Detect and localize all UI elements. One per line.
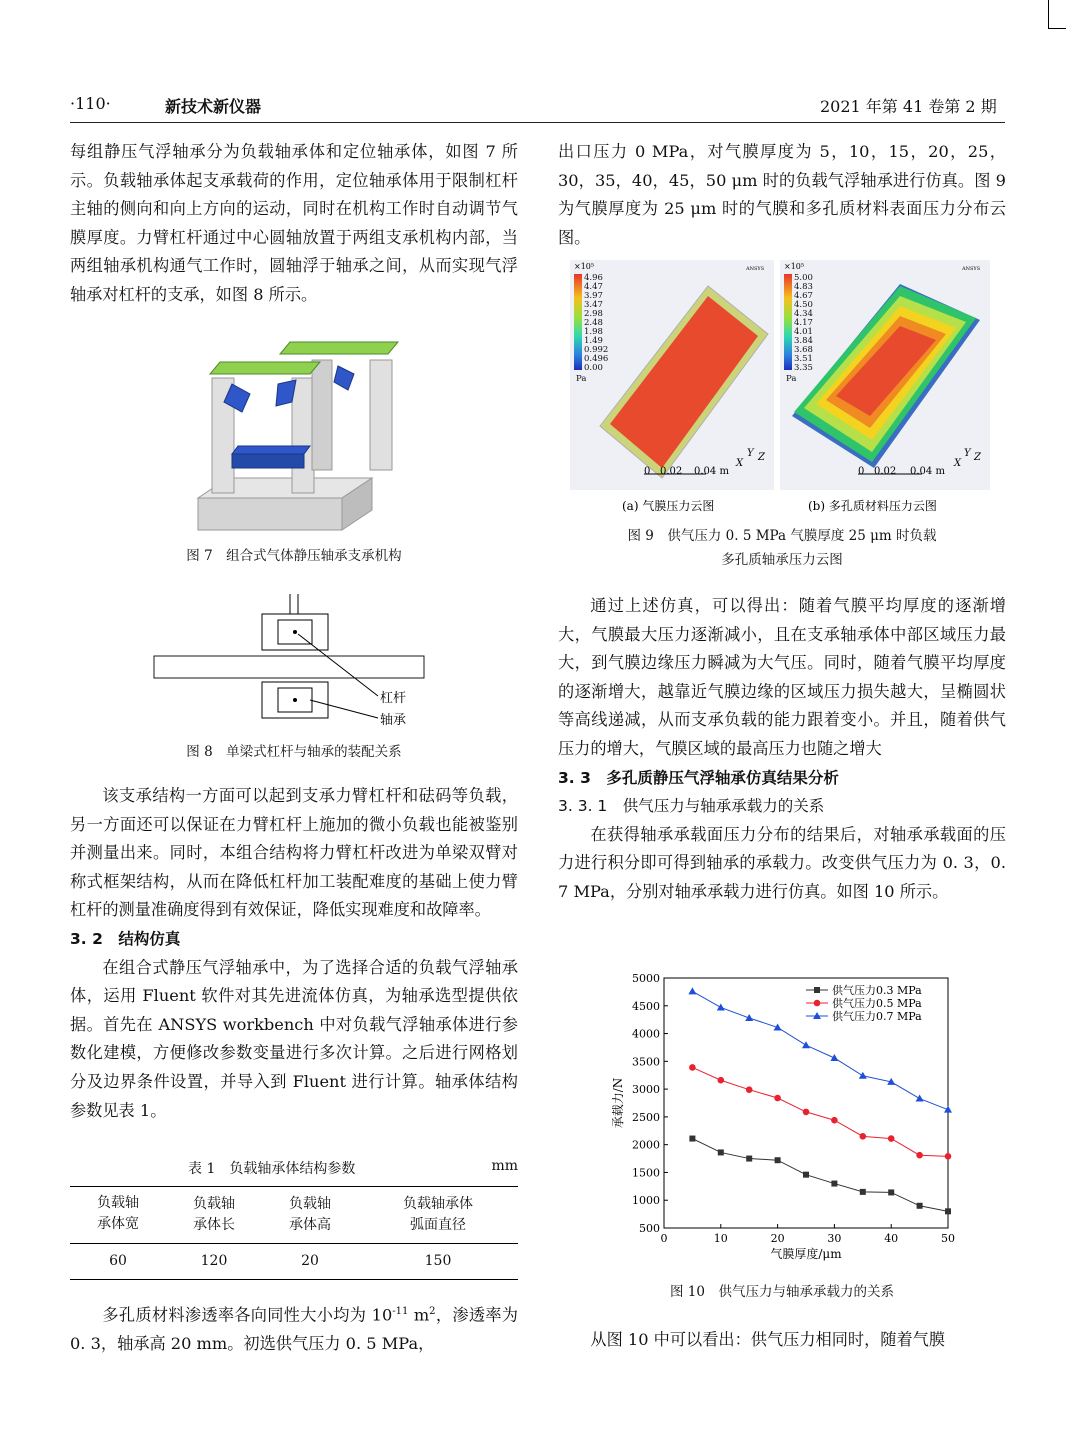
pivot-point: [293, 698, 297, 702]
y-tick-label: 500: [639, 1222, 660, 1235]
journal-name: 新技术新仪器: [165, 97, 262, 116]
issue-info: 2021 年第 41 卷第 2 期: [820, 97, 997, 116]
section-heading-3-3: 3. 3 多孔质静压气浮轴承仿真结果分析: [558, 768, 839, 787]
cb-b-tick: 3.51: [794, 354, 813, 364]
leader-line-lever: [298, 634, 378, 696]
y-tick-label: 1000: [632, 1194, 660, 1208]
top-beam-front: [210, 362, 320, 374]
axis-y-a: Y: [747, 448, 754, 459]
figure-8-caption: 图 8 单梁式杠杆与轴承的装配关系: [186, 744, 402, 760]
x-tick-label: 20: [770, 1232, 785, 1245]
figure-9-pressure-contours: [570, 256, 990, 518]
y-tick-label: 3500: [632, 1055, 660, 1069]
table-header-cell: 负载轴承体 弧面直径: [403, 1196, 473, 1233]
paragraph: 该支承结构一方面可以起到支承力臂杠杆和砝码等负载，另一方面还可以保证在力臂杠杆上施加的微小负载也能被鉴别并测量出来。同时，本组合结构将力臂杠杆改进为单梁双臂对称式框架结构，从而在降低杠杆加工装配难度的基础上使力臂杠杆的测量准确度得到有效保证，降低实现难度和故障率。: [70, 786, 518, 920]
data-point-s3: [688, 987, 696, 994]
cb-b-tick: 4.50: [794, 300, 813, 310]
data-point-s1: [803, 1172, 809, 1178]
legend-label: 供气压力0.5 MPa: [832, 997, 922, 1010]
section-heading-3-3-1: 3. 3. 1 供气压力与轴承承载力的关系: [558, 797, 825, 816]
left-col-bottom: [70, 782, 518, 1125]
cb-b-tick: 3.68: [794, 345, 813, 355]
panel-a-exponent: ×10⁵: [574, 262, 595, 271]
bearing-pad: [334, 366, 354, 390]
series-line-2: [692, 1067, 948, 1156]
figure-10-caption: 图 10 供气压力与轴承承载力的关系: [670, 1284, 894, 1300]
table-1-title-row: [70, 1158, 518, 1178]
cb-a-tick: 1.49: [584, 336, 603, 346]
data-point-s2: [746, 1086, 753, 1093]
left-col-end: [70, 1298, 518, 1359]
ansys-logo-b: ANSYS: [962, 266, 981, 272]
column-mid-front: [292, 378, 314, 493]
scale-b-mid: 0.02: [874, 466, 897, 477]
data-point-s3: [717, 1003, 725, 1010]
top-beam-back: [280, 342, 398, 354]
y-tick-label: 1500: [632, 1166, 660, 1180]
data-point-s1: [917, 1203, 923, 1209]
fig9-sub-a: (a) 气膜压力云图: [622, 499, 715, 513]
table-header-cell: 负载轴 承体高: [289, 1196, 331, 1233]
ansys-logo-a: ANSYS: [746, 266, 765, 272]
table-1: [70, 1186, 518, 1280]
scale-a-mid: 0.02: [660, 466, 683, 477]
cb-a-tick: 0.00: [584, 363, 603, 373]
cb-b-tick: 3.84: [794, 336, 813, 346]
right-col-top: [558, 138, 1006, 252]
figure-7-support-mechanism: [192, 338, 420, 534]
cb-a-tick: 2.98: [584, 309, 603, 319]
y-tick-label: 5000: [632, 972, 660, 985]
x-tick-label: 10: [713, 1232, 728, 1245]
scale-b-end: 0.04 m: [910, 466, 945, 477]
panel-b-exponent: ×10⁵: [784, 262, 805, 271]
data-point-s3: [859, 1072, 867, 1079]
column-mid-back: [312, 360, 332, 470]
data-point-s2: [803, 1109, 810, 1116]
data-point-s2: [774, 1095, 781, 1102]
left-col-top: [70, 138, 518, 310]
column-right-back: [370, 360, 392, 470]
paragraph: 每组静压气浮轴承分为负载轴承体和定位轴承体，如图 7 所示。负载轴承体起支承载荷的作用，定位轴承体用于限制杠杆主轴的侧向和向上方向的运动，同时在机构工作时自动调节气膜厚度。力臂杠杆通过中心圆轴放置于两组支承机构内部，当两组轴承机构通气工作时，圆轴浮于轴承之间，从而实现气浮轴承对杠杆的支承，如图 8 所示。: [70, 142, 518, 304]
cb-b-tick: 4.67: [794, 291, 813, 301]
header-rule: [70, 122, 1005, 123]
axis-z-b: Z: [974, 452, 981, 463]
data-point-s3: [802, 1041, 810, 1048]
base-front: [198, 498, 342, 530]
data-point-s1: [888, 1189, 894, 1195]
data-point-s2: [888, 1135, 895, 1142]
data-point-s3: [745, 1014, 753, 1021]
y-tick-label: 4000: [632, 1027, 660, 1041]
section-heading-3-2: 3. 2 结构仿真: [70, 929, 181, 948]
cb-a-tick: 3.97: [584, 291, 603, 301]
page-corner-mark: [1048, 0, 1066, 29]
data-point-s1: [689, 1136, 695, 1142]
cb-b-tick: 4.17: [794, 318, 813, 328]
fig9-sub-b: (b) 多孔质材料压力云图: [808, 499, 937, 513]
data-point-s1: [746, 1156, 752, 1162]
right-col-end: [558, 1326, 1006, 1355]
lever-beam: [154, 656, 424, 678]
axis-z-a: Z: [758, 452, 765, 463]
caption-line: 图 9 供气压力 0. 5 MPa 气膜厚度 25 μm 时负载: [627, 528, 937, 544]
y-tick-label: 2500: [632, 1110, 660, 1124]
table-cell: 20: [301, 1253, 319, 1269]
table-unit: mm: [491, 1158, 518, 1174]
paragraph: 在组合式静压气浮轴承中，为了选择合适的负载气浮轴承体，运用 Fluent 软件对其先进流体仿真，为轴承选型提供依据。首先在 ANSYS workbench 中对负载气浮轴承体进行参数化建模，方便修改参数变量进行多次计算。之后进行网格划分及边界条件设置，并导入到 Fluent 进行计算。轴承体结构参数见表 1。: [70, 957, 518, 1120]
paragraph: 出口压力 0 MPa，对气膜厚度为 5，10，15，20，25，30，35，40，45，50 μm 时的负载气浮轴承进行仿真。图 9 为气膜厚度为 25 μm 时的气膜和多孔质材料表面压力分布云图。: [558, 142, 1006, 247]
legend-marker: [814, 987, 820, 993]
cb-b-tick: 4.34: [794, 309, 813, 319]
y-tick-label: 3000: [632, 1083, 660, 1097]
cb-b-tick: 4.83: [794, 282, 813, 292]
data-point-s1: [718, 1149, 724, 1155]
data-point-s1: [831, 1181, 837, 1187]
y-tick-label: 4500: [632, 999, 660, 1013]
data-point-s1: [945, 1208, 951, 1214]
panel-a-colorbar: [574, 274, 582, 370]
label-bearing: 轴承: [380, 713, 407, 728]
label-lever: 杠杆: [380, 691, 407, 706]
scale-a-end: 0.04 m: [694, 466, 729, 477]
data-point-s2: [718, 1077, 725, 1084]
table-cell: 120: [200, 1253, 228, 1269]
page-number: ·110·: [70, 94, 111, 113]
paragraph: 在获得轴承承载面压力分布的结果后，对轴承承载面的压力进行积分即可得到轴承的承载力。改变供气压力为 0. 3，0. 7 MPa，分别对轴承承载力进行仿真。如图 10 所示。: [558, 824, 1006, 901]
y-tick-label: 2000: [632, 1138, 660, 1152]
cb-a-tick: 0.496: [584, 354, 609, 364]
data-point-s2: [831, 1117, 838, 1124]
y-axis-label: 承载力/N: [611, 1077, 625, 1129]
legend-label: 供气压力0.7 MPa: [832, 1010, 922, 1023]
bearing-base: [232, 446, 310, 454]
x-tick-label: 40: [884, 1232, 899, 1245]
table-cell: 60: [109, 1253, 127, 1269]
paragraph: 从图 10 中可以看出：供气压力相同时，随着气膜: [590, 1330, 946, 1349]
pivot-point: [293, 630, 297, 634]
table-header-cell: 负载轴 承体长: [193, 1196, 235, 1233]
cb-a-tick: 4.96: [584, 273, 603, 283]
data-point-s2: [916, 1152, 923, 1159]
x-axis-label: 气膜厚度/μm: [770, 1247, 842, 1261]
data-point-s3: [916, 1095, 924, 1102]
cb-b-tick: 3.35: [794, 363, 813, 373]
cb-b-tick: 5.00: [794, 273, 813, 283]
table-row: [70, 1244, 518, 1280]
legend-label: 供气压力0.3 MPa: [832, 984, 922, 997]
figure-8-assembly: [150, 590, 450, 730]
table-header-row: [70, 1187, 518, 1244]
cb-a-tick: 3.47: [584, 300, 603, 310]
cb-a-tick: 2.48: [584, 318, 603, 328]
x-tick-label: 30: [827, 1232, 842, 1245]
x-tick-label: 0: [660, 1232, 668, 1245]
x-tick-label: 50: [941, 1232, 955, 1245]
panel-b-colorbar: [784, 274, 792, 370]
data-point-s2: [689, 1064, 696, 1071]
paragraph: 通过上述仿真，可以得出：随着气膜平均厚度的逐渐增大，气膜最大压力逐渐减小，且在支承轴承体中部区域压力最大，到气膜边缘压力瞬减为大气压。同时，随着气膜平均厚度的逐渐增大，越靠近气膜边缘的区域压力损失越大，呈椭圆状等高线递减，从而支承负载的能力跟着变小。并且，随着供气压力的增大，气膜区域的最高压力也随之增大: [558, 596, 1006, 758]
scale-a-0: 0: [644, 466, 651, 477]
scale-b-0: 0: [858, 466, 865, 477]
axis-y-b: Y: [964, 448, 971, 459]
right-col-mid: [558, 592, 1006, 907]
data-point-s3: [830, 1054, 838, 1061]
table-header-cell: 负载轴 承体宽: [97, 1195, 139, 1232]
leader-line-bearing: [310, 700, 378, 718]
cb-a-tick: 1.98: [584, 327, 603, 337]
data-point-s2: [945, 1153, 952, 1160]
data-point-s2: [860, 1133, 867, 1140]
cb-a-tick: 4.47: [584, 282, 603, 292]
data-point-s1: [860, 1189, 866, 1195]
paragraph: 多孔质材料渗透率各向同性大小均为 $10^{-11}$ $m^2$，渗透率为 0. 3，轴承高 20 mm。初选供气压力 0. 5 MPa，: [70, 1305, 518, 1353]
bearing-base-front: [232, 454, 304, 468]
data-point-s3: [944, 1106, 952, 1113]
figure-7-caption: 图 7 组合式气体静压轴承支承机构: [186, 548, 402, 564]
data-point-s1: [775, 1157, 781, 1163]
table-cell: 150: [424, 1253, 452, 1269]
cb-b-tick: 4.01: [794, 327, 813, 337]
table-title: 表 1 负载轴承体结构参数: [188, 1161, 356, 1177]
figure-9-caption: [558, 524, 1006, 572]
cb-a-unit: Pa: [576, 374, 587, 384]
cb-b-unit: Pa: [786, 374, 797, 384]
axis-x-a: X: [736, 458, 744, 469]
legend-marker: [814, 1000, 821, 1007]
figure-10-chart: [600, 966, 980, 1276]
axis-x-b: X: [954, 458, 962, 469]
caption-line: 多孔质轴承压力云图: [721, 552, 843, 568]
cb-a-tick: 0.992: [584, 345, 609, 355]
